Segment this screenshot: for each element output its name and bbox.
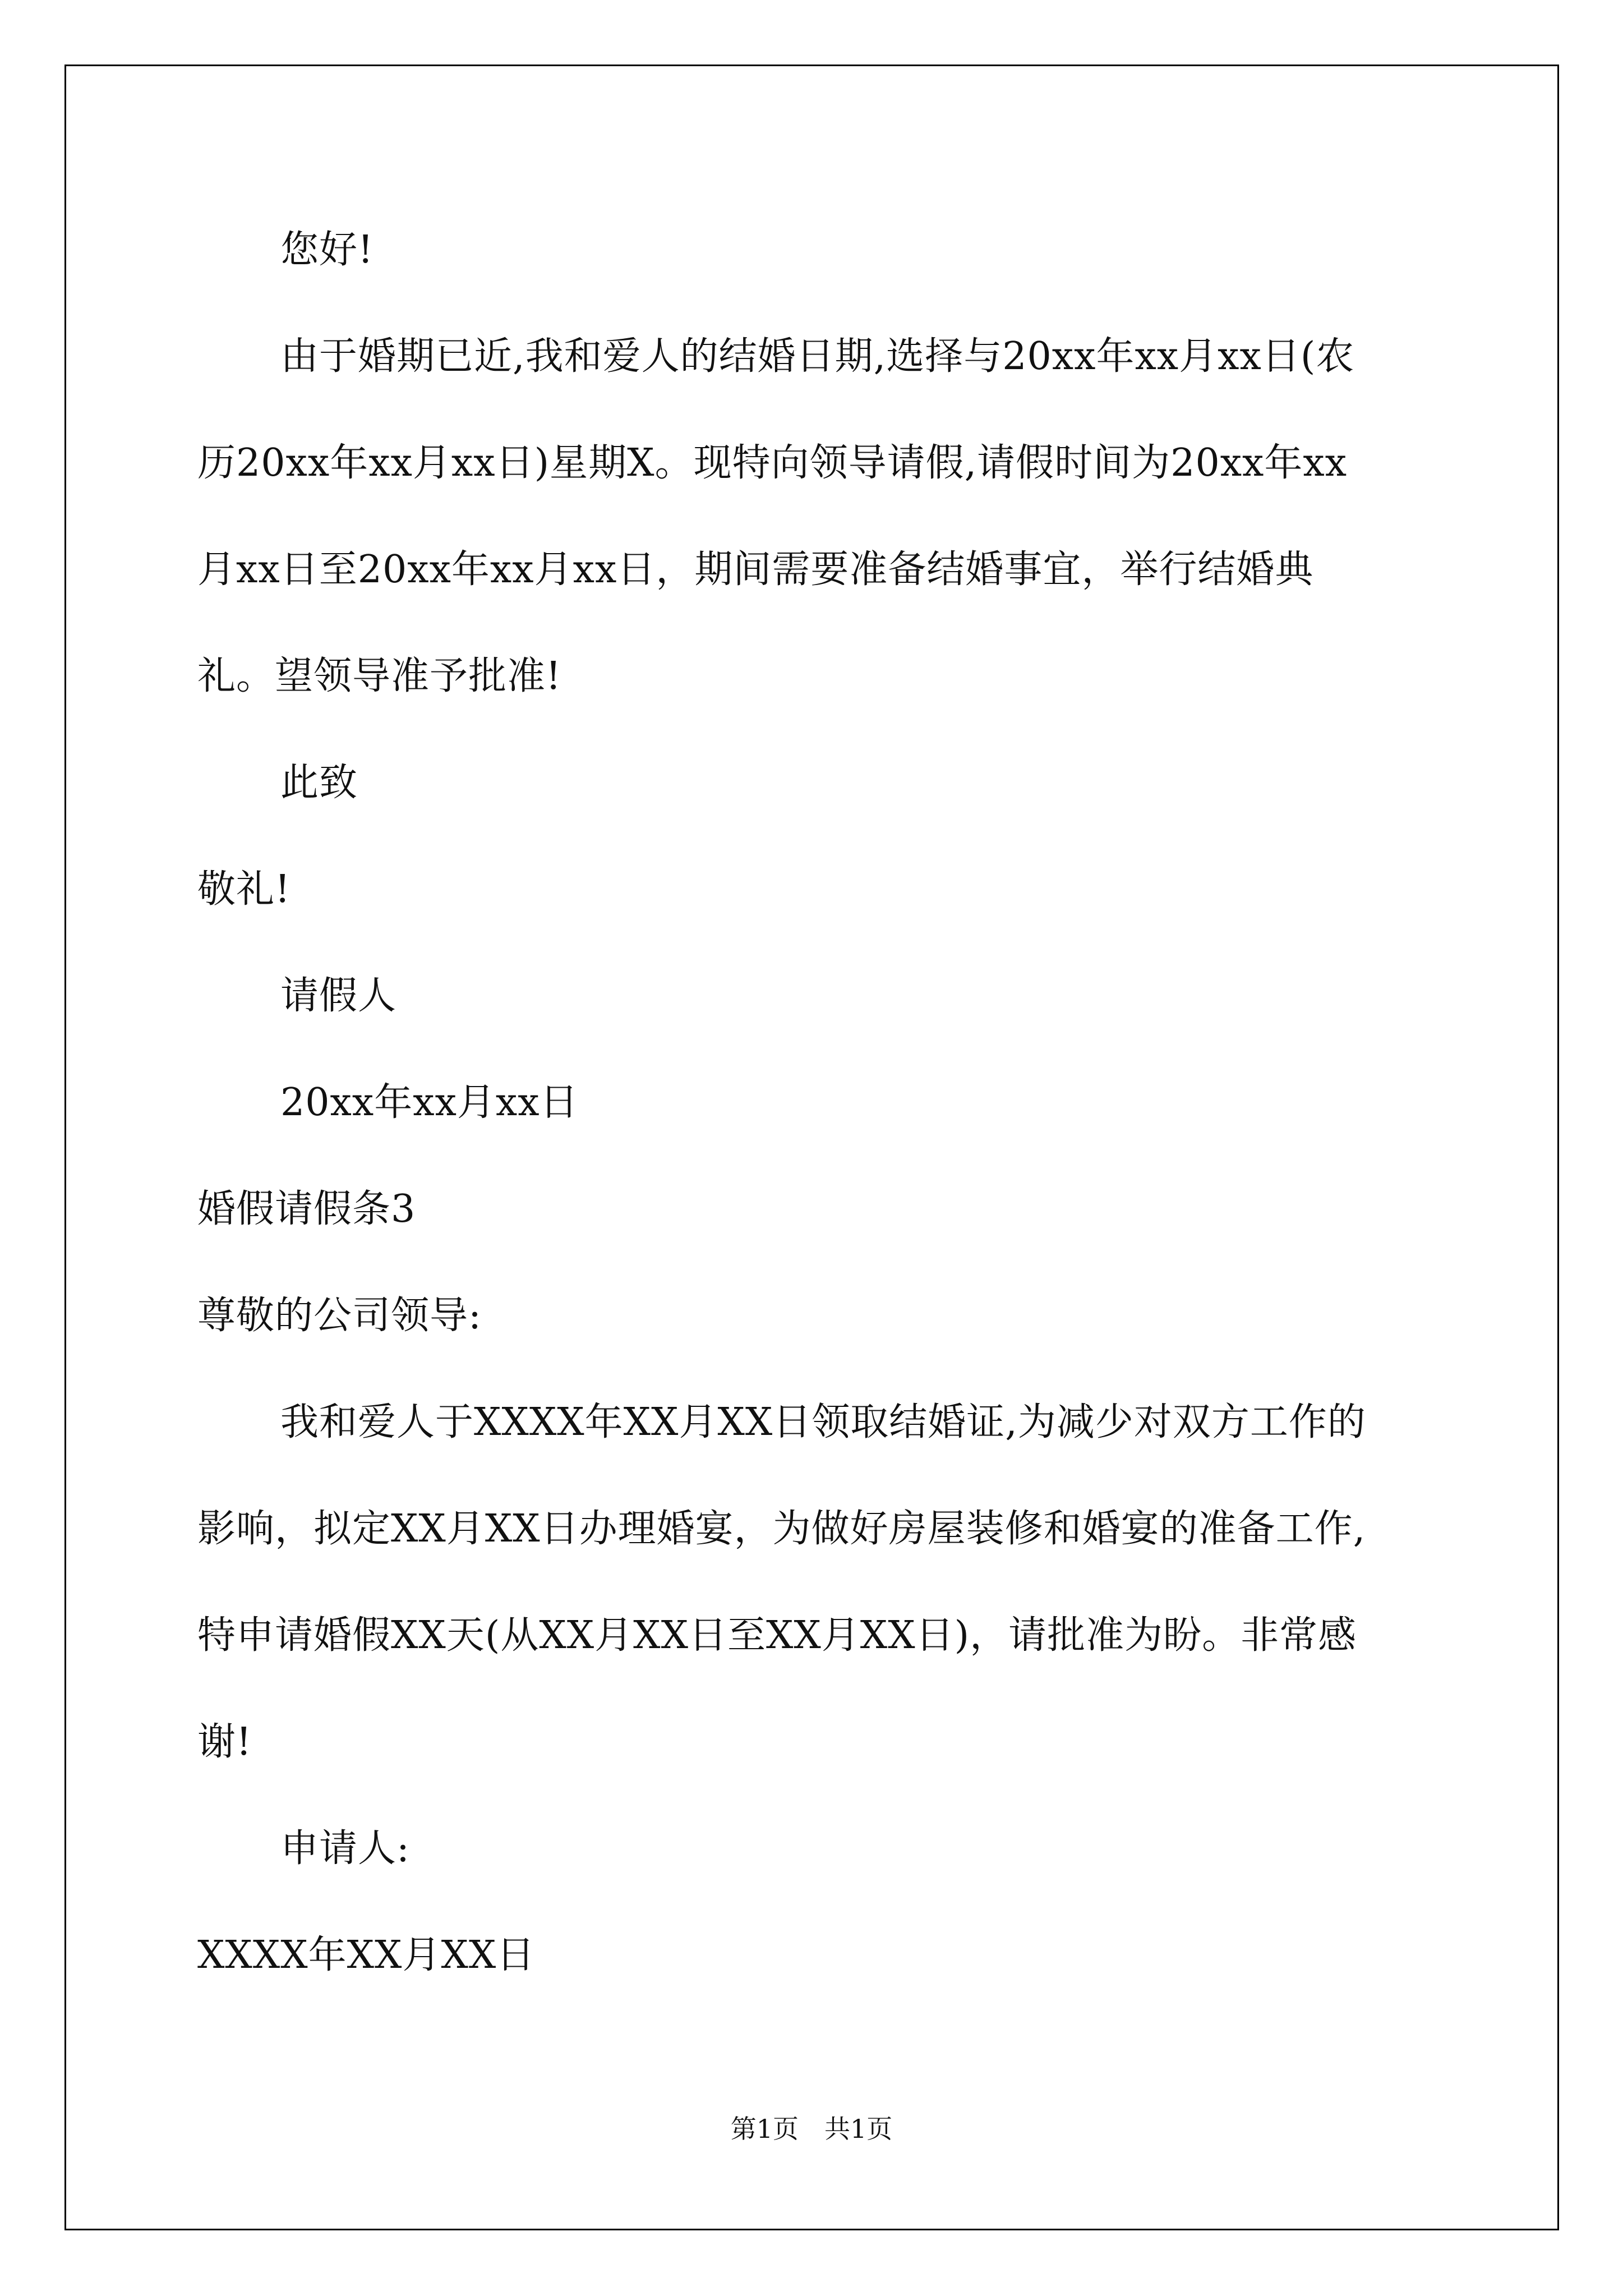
body-line: 影响，拟定XX月XX日办理婚宴，为做好房屋装修和婚宴的准备工作, xyxy=(197,1507,1366,1551)
page-footer: 第1页 共1页 xyxy=(730,2114,893,2144)
body-line: 我和爱人于XXXX年XX月XX日领取结婚证,为减少对双方工作的 xyxy=(280,1400,1366,1444)
date-line: XXXX年XX月XX日 xyxy=(197,1933,536,1977)
body-line: 特申请婚假XX天(从XX月XX日至XX月XX日)，请批准为盼。非常感 xyxy=(197,1613,1357,1658)
signer-label: 申请人: xyxy=(280,1826,410,1871)
body-line: 由于婚期已近,我和爱人的结婚日期,选择与20xx年xx月xx日(农 xyxy=(280,334,1355,379)
page-border xyxy=(64,65,1559,2230)
salutation: 尊敬的公司领导: xyxy=(197,1294,482,1338)
date-line: 20xx年xx月xx日 xyxy=(280,1080,579,1125)
greeting: 您好! xyxy=(280,228,374,272)
body-line: 月xx日至20xx年xx月xx日，期间需要准备结婚事宜，举行结婚典 xyxy=(197,547,1314,592)
body-line: 谢! xyxy=(197,1720,252,1764)
closing-line: 此致 xyxy=(280,761,358,805)
body-line: 历20xx年xx月xx日)星期X。现特向领导请假,请假时间为20xx年xx xyxy=(197,441,1348,485)
signer-label: 请假人 xyxy=(280,974,397,1018)
body-line: 礼。望领导准予批准! xyxy=(197,654,562,698)
closing-line: 敬礼! xyxy=(197,867,291,912)
section-title: 婚假请假条3 xyxy=(197,1187,416,1231)
